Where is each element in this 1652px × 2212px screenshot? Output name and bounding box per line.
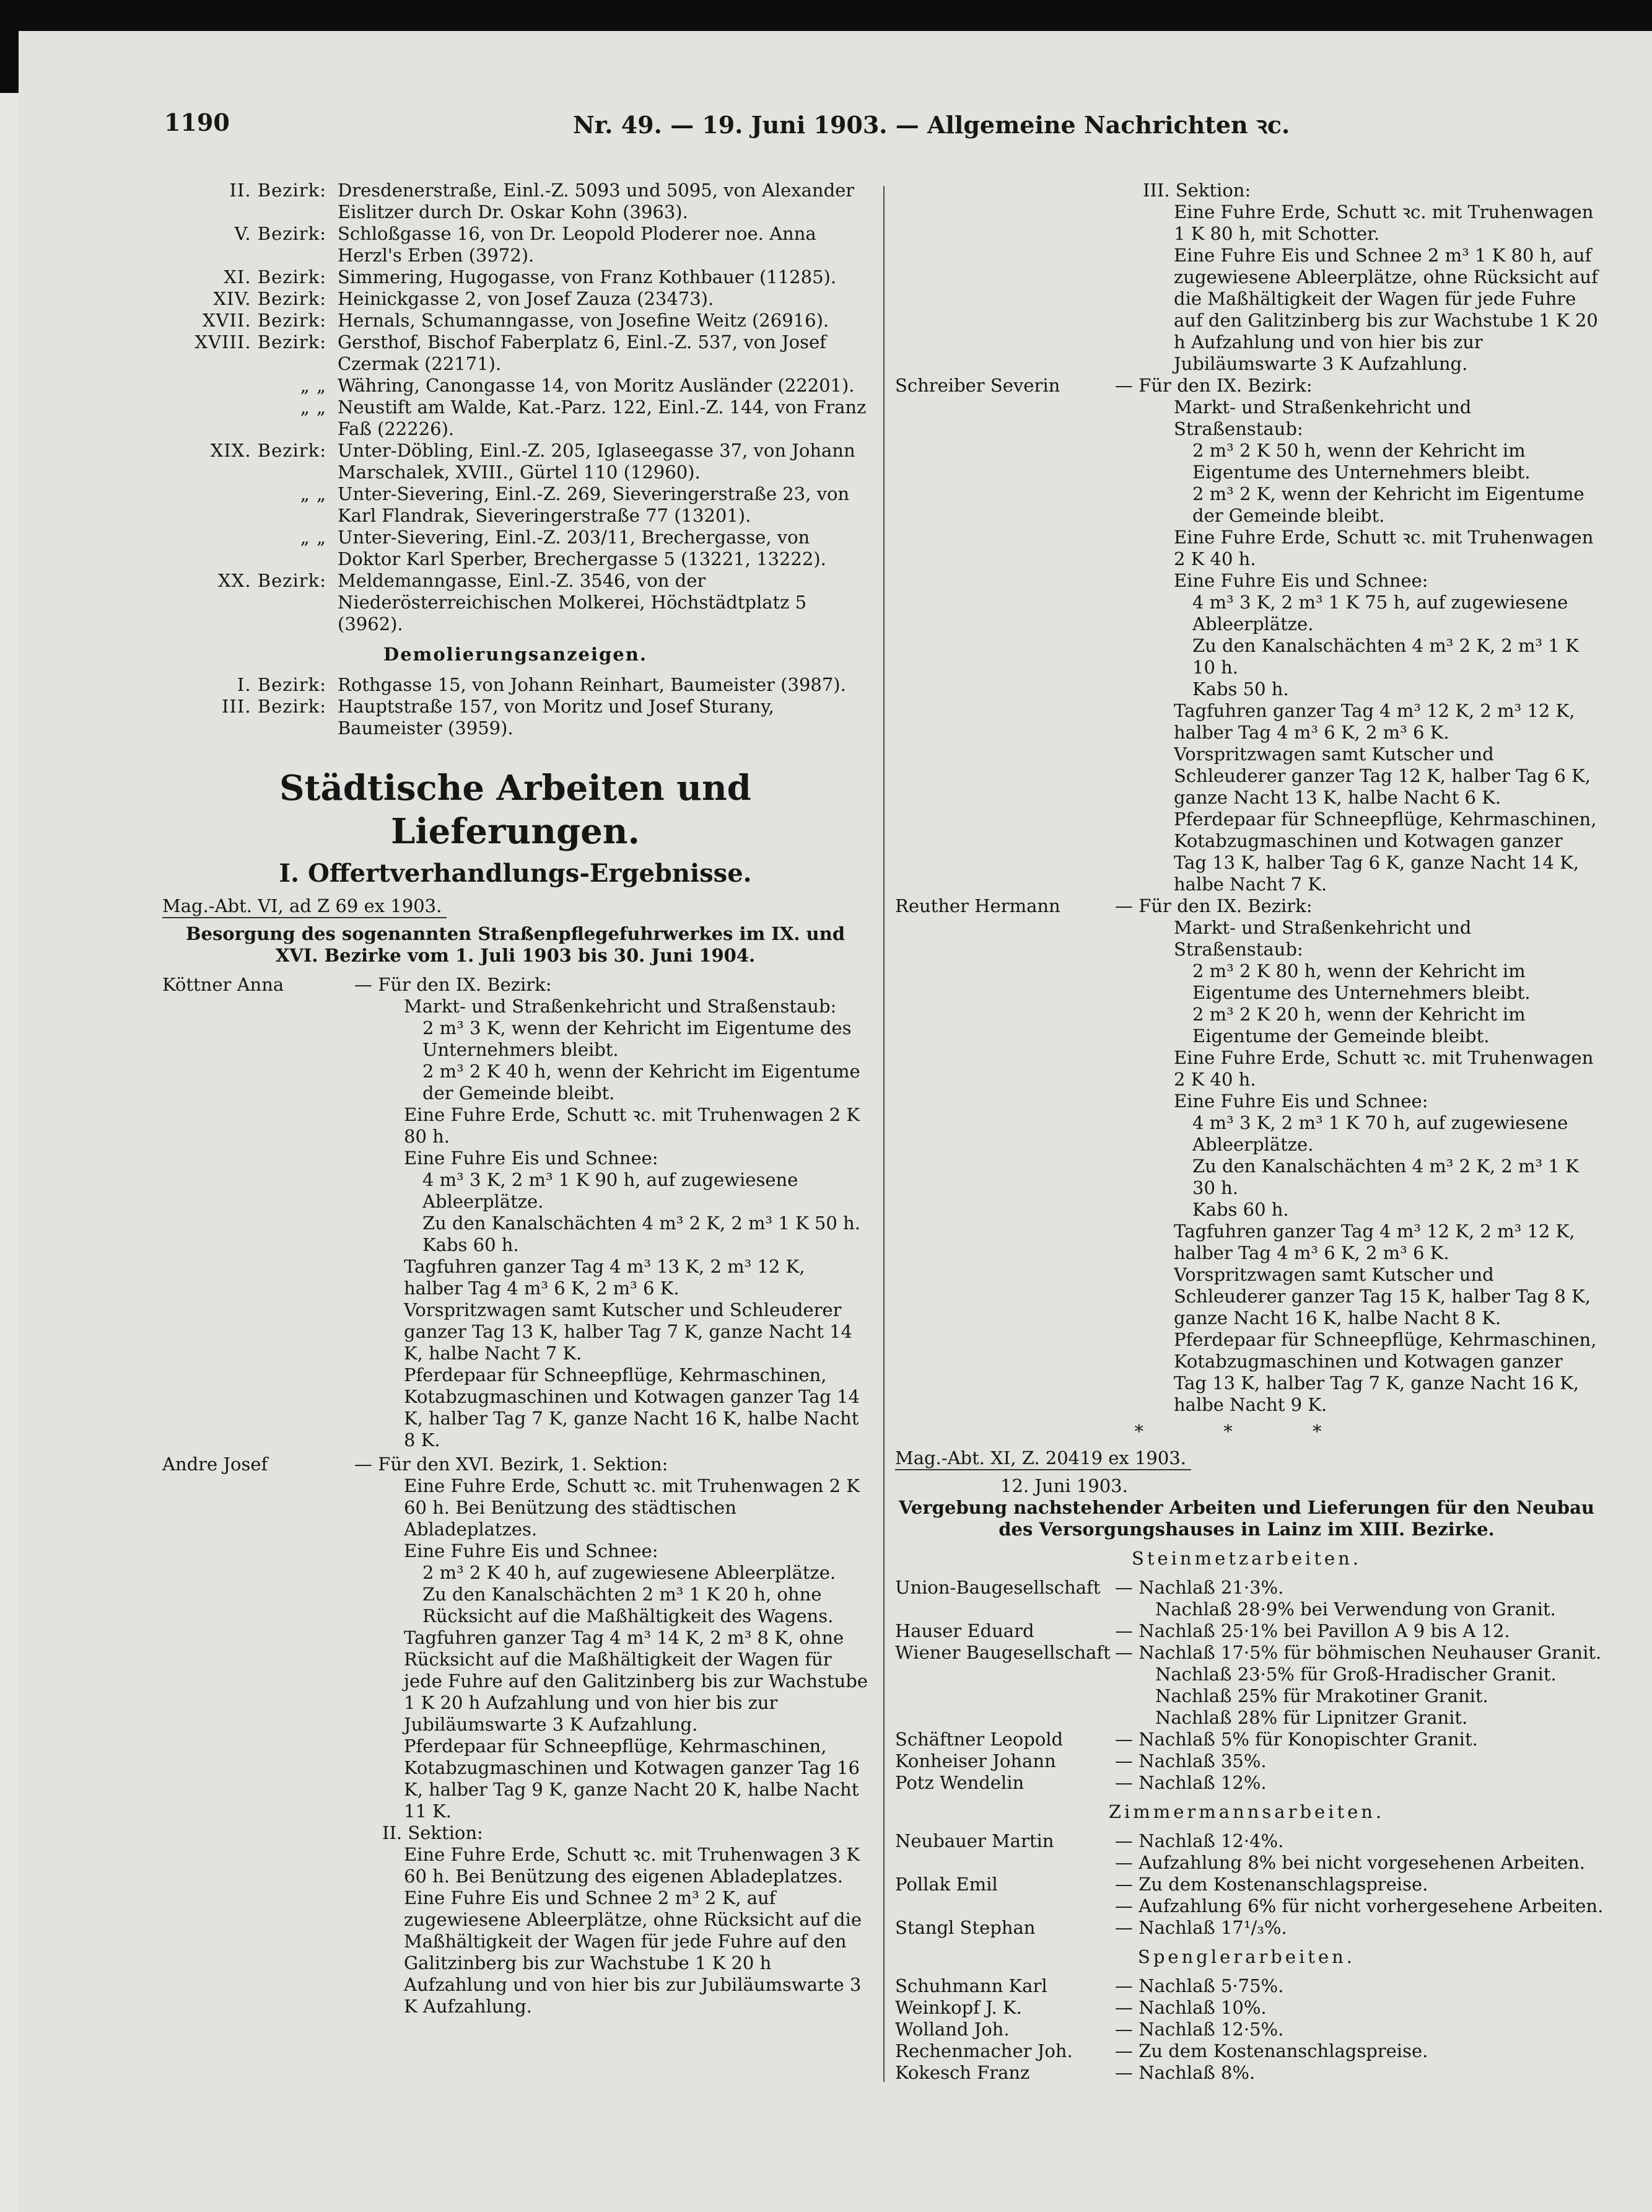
result-text: — Nachlaß 5% für Konopischter Granit. — [1115, 1729, 1478, 1750]
district-label: XVII. Bezirk: — [202, 310, 326, 331]
bid-line: Kabs 60 h. — [422, 1234, 519, 1255]
district-label: „ „ — [300, 397, 326, 418]
bid-line: — Für den XVI. Bezirk, 1. Sektion: — [354, 1454, 668, 1475]
bidder-block — [162, 974, 868, 996]
result-row — [895, 1599, 1598, 1620]
result-text: — Zu dem Kostenanschlagspreise. — [1115, 2040, 1428, 2061]
bid-line: Zu den Kanalschächten 4 m³ 2 K, 2 m³ 1 K 30 h. — [1192, 1156, 1579, 1198]
bid-line: Markt- und Straßenkehricht und Straßenstaub: — [404, 996, 837, 1017]
district-text: Hernals, Schumanngasse, von Josefine Weitz (26916). — [338, 310, 829, 331]
result-row — [895, 1750, 1598, 1772]
bid-line: Kabs 50 h. — [1192, 678, 1289, 700]
contractor-name: Union-Baugesellschaft — [895, 1577, 1101, 1598]
bid-line: Eine Fuhre Erde, Schutt ꝛc. mit Truhenwagen 1 K 80 h, mit Schotter. — [1174, 201, 1594, 244]
result-text: Nachlaß 25% für Mrakotiner Granit. — [1155, 1685, 1488, 1706]
demolition-text: Hauptstraße 157, von Moritz und Josef Sturany, Baumeister (3959). — [338, 696, 774, 739]
bid-line: Eine Fuhre Eis und Schnee 2 m³ 2 K, auf zugewiesene Ablеerplätze, ohne Rücksicht auf die Maßhältigkeit der Wagen für jede Fuhre auf den Galitzinberg bis zur Wachstube 1 K 20 h Aufzahlung und von hier bis zur Jubiläumswarte 3 K Aufzahlung. — [404, 1887, 862, 2017]
district-text: Simmering, Hugogasse, von Franz Kothbauer (11285). — [338, 266, 837, 287]
result-row — [895, 1830, 1598, 1852]
page-number: 1190 — [164, 108, 230, 136]
district-entry — [162, 288, 868, 310]
bid-line: Vorspritzwagen samt Kutscher und Schleuderer ganzer Tag 12 K, halber Tag 6 K, ganze Nacht 13 K, halbe Nacht 6 K. — [1174, 744, 1591, 808]
district-entry — [162, 375, 868, 397]
result-row — [895, 1620, 1598, 1642]
district-text: Schloßgasse 16, von Dr. Leopold Ploderer noe. Anna Herzl's Erben (3972). — [338, 223, 816, 266]
bid-line: 4 m³ 3 K, 2 m³ 1 K 75 h, auf zugewiesene Ablеerplätze. — [1192, 592, 1568, 634]
bid-line: Vorspritzwagen samt Kutscher und Schleuderer ganzer Tag 15 K, halber Tag 8 K, ganze Nacht 16 K, halbe Nacht 8 K. — [1174, 1264, 1591, 1328]
contractor-name: Wolland Joh. — [895, 2019, 1010, 2040]
bid-line: Zu den Kanalschächten 4 m³ 2 K, 2 m³ 1 K 50 h. — [422, 1213, 860, 1234]
bid-line: Tagfuhren ganzer Tag 4 m³ 13 K, 2 m³ 12 K, halber Tag 4 m³ 6 K, 2 m³ 6 K. — [404, 1256, 805, 1299]
result-row — [895, 1997, 1598, 2019]
bid-line: 2 m³ 2 K 80 h, wenn der Kehricht im Eigentume des Unternehmers bleibt. — [1192, 960, 1531, 1003]
demolition-heading: Demolierungsanzeigen. — [383, 644, 647, 665]
bid-line: 4 m³ 3 K, 2 m³ 1 K 70 h, auf zugewiesene Ablеerplätze. — [1192, 1112, 1568, 1155]
result-text: — Nachlaß 10%. — [1115, 1997, 1267, 2018]
district-label: „ „ — [300, 483, 326, 504]
result-row — [895, 2062, 1598, 2084]
bidder-name: Andre Josef — [162, 1454, 268, 1475]
contractor-name: Hauser Eduard — [895, 1620, 1034, 1641]
bid-line: Markt- und Straßenkehricht und Straßenstaub: — [1174, 397, 1472, 439]
bid-line: — Für den IX. Bezirk: — [354, 974, 552, 995]
result-text: Nachlaß 28·9% bei Verwendung von Granit. — [1155, 1599, 1556, 1620]
result-text: — Nachlaß 35%. — [1115, 1750, 1267, 1771]
bidder-name: Reuther Hermann — [895, 895, 1060, 916]
result-text: — Zu dem Kostenanschlagspreise. — [1115, 1874, 1428, 1895]
result-text: — Nachlaß 21·3%. — [1115, 1577, 1284, 1598]
result-row — [895, 1577, 1598, 1599]
district-text: Neustift am Walde, Kat.-Parz. 122, Einl.-Z. 144, von Franz Faß (22226). — [338, 397, 867, 439]
result-text: — Nachlaß 8%. — [1115, 2062, 1256, 2083]
result-text: — Nachlaß 5·75%. — [1115, 1975, 1284, 1996]
contractor-name: Schäftner Leopold — [895, 1729, 1064, 1750]
bid-line: Tagfuhren ganzer Tag 4 m³ 12 K, 2 m³ 12 K, halber Tag 4 m³ 6 K, 2 m³ 6 K. — [1174, 1221, 1575, 1263]
contractor-name: Wiener Baugesellschaft — [895, 1642, 1111, 1663]
bid-line: 2 m³ 3 K, wenn der Kehricht im Eigentume des Unternehmers bleibt. — [422, 1017, 852, 1060]
separator-stars: * * * — [1134, 1421, 1359, 1442]
result-text: Nachlaß 28% für Lipnitzer Granit. — [1155, 1707, 1468, 1728]
result-text: — Aufzahlung 6% für nicht vorhergesehene Arbeiten. — [1115, 1895, 1604, 1916]
section-title: Städtische Arbeiten und Lieferungen. — [279, 768, 751, 852]
district-text: Unter-Döbling, Einl.-Z. 205, Iglaseegasse 37, von Johann Marschalek, XVIII., Gürtel 110 (12960). — [338, 440, 855, 483]
result-row — [895, 1685, 1598, 1707]
result-text: Nachlaß 23·5% für Groß-Hradischer Granit. — [1155, 1664, 1557, 1685]
result-text: — Nachlaß 12·5%. — [1115, 2019, 1284, 2040]
bid-line: 2 m³ 2 K, wenn der Kehricht im Eigentume der Gemeinde bleibt. — [1192, 483, 1584, 526]
district-label: II. Bezirk: — [229, 180, 326, 201]
bid-line: Eine Fuhre Erde, Schutt ꝛc. mit Truhenwagen 2 K 40 h. — [1174, 527, 1594, 569]
district-entry — [162, 310, 868, 331]
bid-line: III. Sektion: — [1143, 180, 1251, 201]
result-row — [895, 2019, 1598, 2040]
demolition-entry — [162, 696, 868, 739]
district-entry — [162, 527, 868, 570]
result-text: — Nachlaß 17¹/₃%. — [1115, 1917, 1287, 1938]
contractor-name: Schuhmann Karl — [895, 1975, 1047, 1996]
bid-line: Kabs 60 h. — [1192, 1199, 1289, 1220]
reference-date: 12. Juni 1903. — [1000, 1475, 1128, 1496]
bid-line: II. Sektion: — [382, 1822, 483, 1843]
contractor-name: Potz Wendelin — [895, 1772, 1025, 1793]
trade-heading: Zimmermannsarbeiten. — [1108, 1801, 1385, 1822]
trade-heading: Steinmetzarbeiten. — [1131, 1548, 1362, 1569]
tender-topic: Vergebung nachstehender Arbeiten und Lieferungen für den Neubau des Versorgungshauses in Lainz im XIII. Bezirke. — [899, 1497, 1594, 1540]
bid-line: Pferdepaar für Schneepflüge, Kehrmaschinen, Kotabzugmaschinen und Kotwagen ganzer Tag 13 K, halber Tag 6 K, ganze Nacht 14 K, halbe Nacht 7 K. — [1174, 809, 1597, 895]
result-text: — Nachlaß 25·1% bei Pavillon A 9 bis A 12. — [1115, 1620, 1510, 1641]
bidder-block — [162, 1454, 868, 1475]
result-text: — Nachlaß 12·4%. — [1115, 1830, 1284, 1851]
contractor-name: Kokesch Franz — [895, 2062, 1030, 2083]
bid-line: Eine Fuhre Erde, Schutt ꝛc. mit Truhenwagen 2 K 80 h. — [404, 1104, 860, 1147]
bid-line: Eine Fuhre Eis und Schnee: — [1174, 570, 1428, 591]
district-text: Währing, Canongasse 14, von Moritz Ausländer (22201). — [338, 375, 855, 396]
result-row — [895, 2040, 1598, 2062]
district-entry — [162, 180, 868, 223]
bidder-name: Schreiber Severin — [895, 375, 1060, 396]
district-text: Unter-Sievering, Einl.-Z. 203/11, Brechergasse, von Doktor Karl Sperber, Brechergasse 5 (13221, 13222). — [338, 527, 826, 569]
result-text: — Nachlaß 12%. — [1115, 1772, 1267, 1793]
district-text: Meldemanngasse, Einl.-Z. 3546, von der Niederösterreichischen Molkerei, Höchstädtplatz 5 (3962). — [338, 570, 807, 634]
district-label: V. Bezirk: — [234, 223, 326, 244]
bid-line: 2 m³ 2 K 50 h, wenn der Kehricht im Eigentume des Unternehmers bleibt. — [1192, 440, 1531, 483]
bid-line: 2 m³ 2 K 20 h, wenn der Kehricht im Eigentume der Gemeinde bleibt. — [1192, 1004, 1526, 1047]
district-label: „ „ — [300, 375, 326, 396]
district-label: XVIII. Bezirk: — [194, 331, 326, 353]
district-entry — [162, 397, 868, 440]
contractor-name: Rechenmacher Joh. — [895, 2040, 1073, 2061]
district-entry — [162, 223, 868, 266]
column-divider — [883, 186, 885, 2082]
district-text: Unter-Sievering, Einl.-Z. 269, Sieveringerstraße 23, von Karl Flandrak, Sieveringerstraße 77 (13201). — [338, 483, 850, 526]
contractor-name: Neubauer Martin — [895, 1830, 1054, 1851]
reference-number: Mag.-Abt. XI, Z. 20419 ex 1903. — [895, 1447, 1191, 1470]
contractor-name: Weinkopf J. K. — [895, 1997, 1022, 2018]
result-row — [895, 1707, 1598, 1729]
bid-line: Zu den Kanalschächten 2 m³ 1 K 20 h, ohne Rücksicht auf die Maßhältigkeit des Wagens. — [422, 1584, 834, 1626]
result-row — [895, 1874, 1598, 1895]
bid-line: 4 m³ 3 K, 2 m³ 1 K 90 h, auf zugewiesene Ablеerplätze. — [422, 1169, 798, 1212]
district-text: Heinickgasse 2, von Josef Zauza (23473). — [338, 288, 714, 309]
district-entry — [162, 570, 868, 635]
bid-line: Eine Fuhre Erde, Schutt ꝛc. mit Truhenwagen 2 K 40 h. — [1174, 1047, 1594, 1090]
tender-topic: Besorgung des sogenannten Straßenpflegefuhrwerkes im IX. und XVI. Bezirke vom 1. Juli 1903 bis 30. Juni 1904. — [186, 923, 845, 966]
bidder-block — [895, 895, 1598, 917]
bidder-block — [895, 375, 1598, 397]
right-column — [895, 180, 1604, 2084]
header-title: Nr. 49. — 19. Juni 1903. — Allgemeine Nachrichten ꝛc. — [573, 111, 1290, 139]
bidder-name: Köttner Anna — [162, 974, 284, 995]
reference-number: Mag.-Abt. VI, ad Z 69 ex 1903. — [162, 895, 447, 918]
district-list — [162, 180, 868, 635]
trade-heading: Spenglerarbeiten. — [1138, 1946, 1355, 1967]
bid-line: Eine Fuhre Eis und Schnee: — [404, 1540, 658, 1561]
result-row — [895, 1664, 1598, 1685]
district-label: XIX. Bezirk: — [210, 440, 326, 461]
section-subtitle: I. Offertverhandlungs-Ergebnisse. — [279, 859, 752, 888]
contractor-name: Pollak Emil — [895, 1874, 998, 1895]
result-row — [895, 1642, 1602, 1664]
bid-line: Pferdepaar für Schneepflüge, Kehrmaschinen, Kotabzugmaschinen und Kotwagen ganzer Tag 16 K, halber Tag 9 K, ganze Nacht 20 K, halbe Nacht 11 K. — [404, 1736, 860, 1822]
district-label: XI. Bezirk: — [224, 266, 326, 287]
bid-line: Vorspritzwagen samt Kutscher und Schleuderer ganzer Tag 13 K, halber Tag 7 K, ganze Nacht 14 K, halbe Nacht 7 K. — [404, 1299, 852, 1364]
bid-line: Eine Fuhre Erde, Schutt ꝛc. mit Truhenwagen 3 K 60 h. Bei Benützung des eigenen Abladeplatzes. — [404, 1844, 860, 1887]
contractor-name: Stangl Stephan — [895, 1917, 1036, 1938]
bid-line: Eine Fuhre Erde, Schutt ꝛc. mit Truhenwagen 2 K 60 h. Bei Benützung des städtischen Abladeplatzes. — [404, 1475, 860, 1540]
bid-line: Pferdepaar für Schneepflüge, Kehrmaschinen, Kotabzugmaschinen und Kotwagen ganzer Tag 13 K, halber Tag 7 K, ganze Nacht 16 K, halbe Nacht 9 K. — [1174, 1329, 1597, 1415]
district-label: III. Bezirk: — [221, 696, 326, 717]
bid-line: Markt- und Straßenkehricht und Straßenstaub: — [1174, 917, 1472, 960]
left-column — [162, 180, 868, 2017]
district-entry — [162, 483, 868, 527]
contractor-name: Konheiser Johann — [895, 1750, 1056, 1771]
bid-line: Eine Fuhre Eis und Schnee: — [1174, 1091, 1428, 1112]
result-row — [895, 1975, 1598, 1997]
district-entry — [162, 440, 868, 483]
bid-line: Zu den Kanalschächten 4 m³ 2 K, 2 m³ 1 K 10 h. — [1192, 635, 1579, 678]
district-entry — [162, 266, 868, 288]
district-label: XX. Bezirk: — [218, 570, 326, 591]
result-row — [895, 1772, 1598, 1794]
result-row — [895, 1917, 1598, 1939]
district-text: Dresdenerstraße, Einl.-Z. 5093 und 5095, von Alexander Eislitzer durch Dr. Oskar Kohn (3963). — [338, 180, 855, 222]
page-header — [164, 108, 1609, 139]
bid-line: Tagfuhren ganzer Tag 4 m³ 14 K, 2 m³ 8 K, ohne Rücksicht auf die Maßhältigkeit der Wagen für jede Fuhre auf den Galitzinberg bis zur Wachstube 1 K 20 h Aufzahlung und von hier bis zur Jubiläumswarte 3 K Aufzahlung. — [404, 1627, 868, 1735]
bid-line: Tagfuhren ganzer Tag 4 m³ 12 K, 2 m³ 12 K, halber Tag 4 m³ 6 K, 2 m³ 6 K. — [1174, 700, 1575, 743]
result-row — [895, 1852, 1598, 1874]
result-row — [895, 1895, 1604, 1917]
bid-line: — Für den IX. Bezirk: — [1115, 375, 1313, 396]
district-label: „ „ — [300, 527, 326, 548]
district-label: I. Bezirk: — [237, 674, 326, 695]
demolition-text: Rothgasse 15, von Johann Reinhart, Baumeister (3987). — [338, 674, 846, 695]
district-label: XIV. Bezirk: — [213, 288, 326, 309]
bid-line: Eine Fuhre Eis und Schnee 2 m³ 1 K 80 h, auf zugewiesene Ablеerplätze, ohne Rücksicht auf die Maßhältigkeit der Wagen für jede Fuhre auf den Galitzinberg bis zur Wachstube 1 K 20 h Aufzahlung und von hier bis zur Jubiläumswarte 3 K Aufzahlung. — [1174, 245, 1598, 374]
district-entry — [162, 331, 868, 375]
result-text: — Aufzahlung 8% bei nicht vorgesehenen Arbeiten. — [1115, 1852, 1585, 1873]
bid-line: Eine Fuhre Eis und Schnee: — [404, 1148, 658, 1169]
bid-line: Pferdepaar für Schneepflüge, Kehrmaschinen, Kotabzugmaschinen und Kotwagen ganzer Tag 14 K, halber Tag 7 K, ganze Nacht 16 K, halbe Nacht 8 K. — [404, 1364, 860, 1451]
result-row — [895, 1729, 1598, 1750]
bid-line: 2 m³ 2 K 40 h, auf zugewiesene Ablеerplätze. — [422, 1562, 836, 1583]
result-text: — Nachlaß 17·5% für böhmischen Neuhauser Granit. — [1115, 1642, 1602, 1663]
bid-line: 2 m³ 2 K 40 h, wenn der Kehricht im Eigentume der Gemeinde bleibt. — [422, 1061, 860, 1104]
demolition-entry — [162, 674, 868, 696]
bid-line: — Für den IX. Bezirk: — [1115, 895, 1313, 916]
district-text: Gersthof, Bischof Faberplatz 6, Einl.-Z. 537, von Josef Czermak (22171). — [338, 331, 826, 374]
